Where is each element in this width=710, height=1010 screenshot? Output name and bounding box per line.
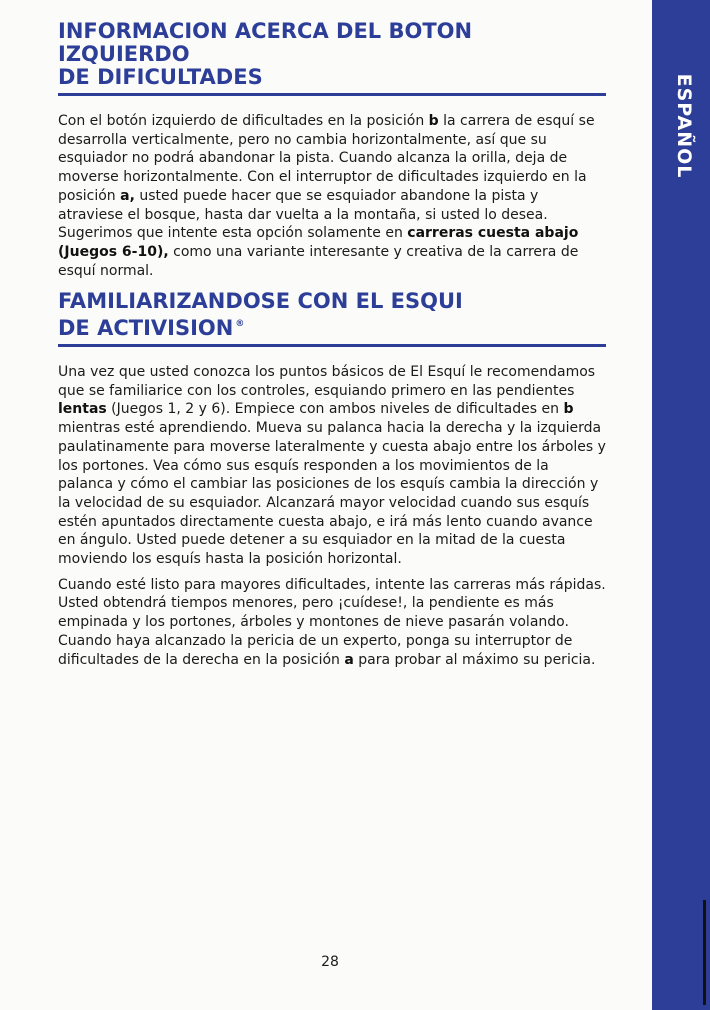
- section1-paragraph: [58, 112, 606, 280]
- page-number: 28: [321, 954, 339, 970]
- emphasis: b: [428, 113, 439, 129]
- emphasis: carreras cuesta abajo (Juegos 6-10),: [58, 225, 579, 260]
- emphasis: a: [344, 651, 354, 668]
- text-run: usted puede hacer que se esquiador abandone la pista y atraviese el bosque, hasta dar vuelta a la montaña, si usted lo desea. Sugerimos que intente esta opción solamente en: [58, 187, 548, 242]
- section2-paragraph-2: [58, 576, 606, 670]
- section1-title-line1: INFORMACION ACERCA DEL BOTON IZQUIERDO: [58, 19, 473, 66]
- section1-title-line2: DE DIFICULTADES: [58, 65, 263, 89]
- text-run: (Juegos 1, 2 y 6). Empiece con ambos niveles de dificultades en: [106, 401, 564, 418]
- text-run: Una vez que usted conozca los puntos básicos de El Esquí le recomendamos que se familiarice con los controles, esquiando primero en las pendientes: [58, 364, 596, 399]
- text-run: Cuando esté listo para mayores dificultades, intente las carreras más rápidas. Usted obtendrá tiempos menores, pero ¡cuídese!, la pendiente es más empinada y los portones, árboles y montones de nieve pasarán volando. Cuando haya alcanzado la pericia de un experto, ponga su interruptor de dificultades de la derecha en la posición: [58, 576, 606, 668]
- text-run: la carrera de esquí se desarrolla verticalmente, pero no cambia horizontalmente, así que su esquiador no podrá abandonar la pista. Cuando alcanza la orilla, deja de moverse horizontalmente. Con el interruptor de dificultades izquierdo en la posición: [58, 113, 595, 204]
- emphasis: a,: [120, 187, 135, 204]
- section-familiarizing: [58, 290, 606, 669]
- language-label: ESPAÑOL: [673, 73, 695, 179]
- emphasis: lentas: [58, 401, 107, 418]
- section1-title: [58, 20, 606, 96]
- text-run: para probar al máximo su pericia.: [353, 651, 596, 668]
- emphasis: b: [563, 401, 574, 418]
- section2-title-line1: FAMILIARIZANDOSE CON EL ESQUI: [58, 289, 463, 313]
- text-run: como una variante interesante y creativa de la carrera de esquí normal.: [58, 243, 579, 279]
- section-left-difficulty-switch: [58, 20, 606, 280]
- section2-paragraph-1: [58, 363, 606, 569]
- registered-mark: ®: [235, 319, 245, 329]
- text-run: Con el botón izquierdo de dificultades en la posición: [58, 113, 429, 129]
- section2-title: [58, 290, 606, 347]
- page-edge-mark: [703, 900, 706, 1005]
- section2-title-line2: DE ACTIVISION: [58, 316, 234, 340]
- text-run: mientras esté aprendiendo. Mueva su palanca hacia la derecha y la izquierda paulatinamente para moverse lateralmente y cuesta abajo entre los árboles y los portones. Vea cómo sus esquís responden a los movimientos de la palanca y cómo el cambiar las posiciones de los esquís cambia la dirección y la velocidad de su esquiador. Alcanzará mayor velocidad cuando sus esquís estén apuntados directamente cuesta abajo, e irá más lento cuando avance en ángulo. Usted puede detener a su esquiador en la mitad de la cuesta moviendo los esquís hasta la posición horizontal.: [58, 420, 606, 568]
